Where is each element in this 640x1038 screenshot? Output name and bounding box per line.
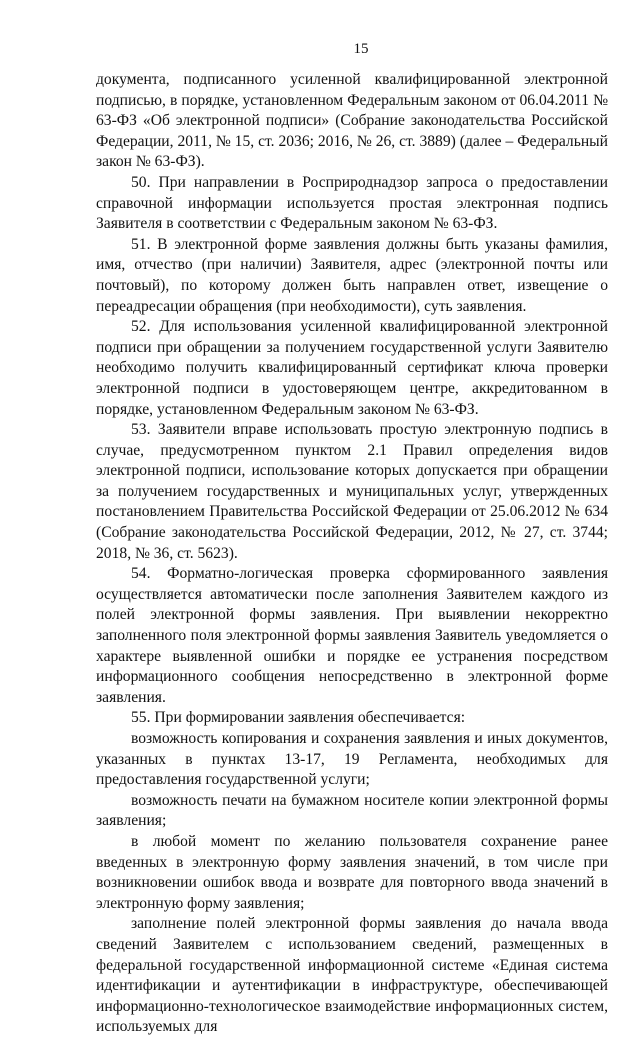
list-item-save-values: в любой момент по желанию пользователя сохранение ранее введенных в электронную форму заявления значений, в том числе при возникновении ошибок ввода и возврате для повторного ввода значений в электронную форму заявления; xyxy=(96,832,608,912)
paragraph-53: 53. Заявители вправе использовать простую электронную подпись в случае, предусмотренном пунктом 2.1 Правил определения видов электронной подписи, использование которых допускается при обращении за получением государственных и муниципальных услуг, утвержденных постановлением Правительства Российской Федерации от 25.06.2012 № 634 (Собрание законодательства Российской Федерации, 2012, № 27, ст. 3744; 2018, № 36, ст. 5623). xyxy=(96,421,608,562)
paragraph-51: 51. В электронной форме заявления должны быть указаны фамилия, имя, отчество (при наличии) Заявителя, адрес (электронной почты или почтовый), по которому должен быть направлен ответ, извещение о переадресации обращения (при необходимости), суть заявления. xyxy=(96,235,608,315)
paragraph-54: 54. Форматно-логическая проверка сформированного заявления осуществляется автоматически после заполнения Заявителем каждого из полей электронной формы заявления. При выявлении некорректно заполненного поля электронной формы заявления Заявитель уведомляется о характере выявленной ошибки и порядке ее устранения посредством информационного сообщения непосредственно в электронной форме заявления. xyxy=(96,565,608,706)
page-number: 15 xyxy=(353,41,369,57)
paragraph-continuation: документа, подписанного усиленной квалифицированной электронной подписью, в порядке, установленном Федеральным законом от 06.04.2011 № 63-ФЗ «Об электронной подписи» (Собрание законодательства Российской Федерации, 2011, № 15, ст. 2036; 2016, № 26, ст. 3889) (далее – Федеральный закон № 63-ФЗ). xyxy=(96,71,608,171)
list-item-print: возможность печати на бумажном носителе копии электронной формы заявления; xyxy=(96,791,608,830)
paragraph-50: 50. При направлении в Росприроднадзор запроса о предоставлении справочной информации используется простая электронная подпись Заявителя в соответствии с Федеральным законом № 63-ФЗ. xyxy=(96,173,608,233)
paragraph-52: 52. Для использования усиленной квалифицированной электронной подписи при обращении за получением государственной услуги Заявителю необходимо получить квалифицированный сертификат ключа проверки электронной подписи в удостоверяющем центре, аккредитованном в порядке, установленном Федеральным законом № 63-ФЗ. xyxy=(96,318,608,418)
list-item-copy-save: возможность копирования и сохранения заявления и иных документов, указанных в пунктах 13-17, 19 Регламента, необходимых для предоставления государственной услуги; xyxy=(96,730,608,789)
document-body xyxy=(96,70,608,1038)
list-item-autofill: заполнение полей электронной формы заявления до начала ввода сведений Заявителем с использованием сведений, размещенных в федеральной государственной информационной системе «Единая система идентификации и аутентификации в инфраструктуре, обеспечивающей информационно-технологическое взаимодействие информационных систем, используемых для xyxy=(96,915,608,1036)
paragraph-55: 55. При формировании заявления обеспечивается: xyxy=(131,709,466,727)
